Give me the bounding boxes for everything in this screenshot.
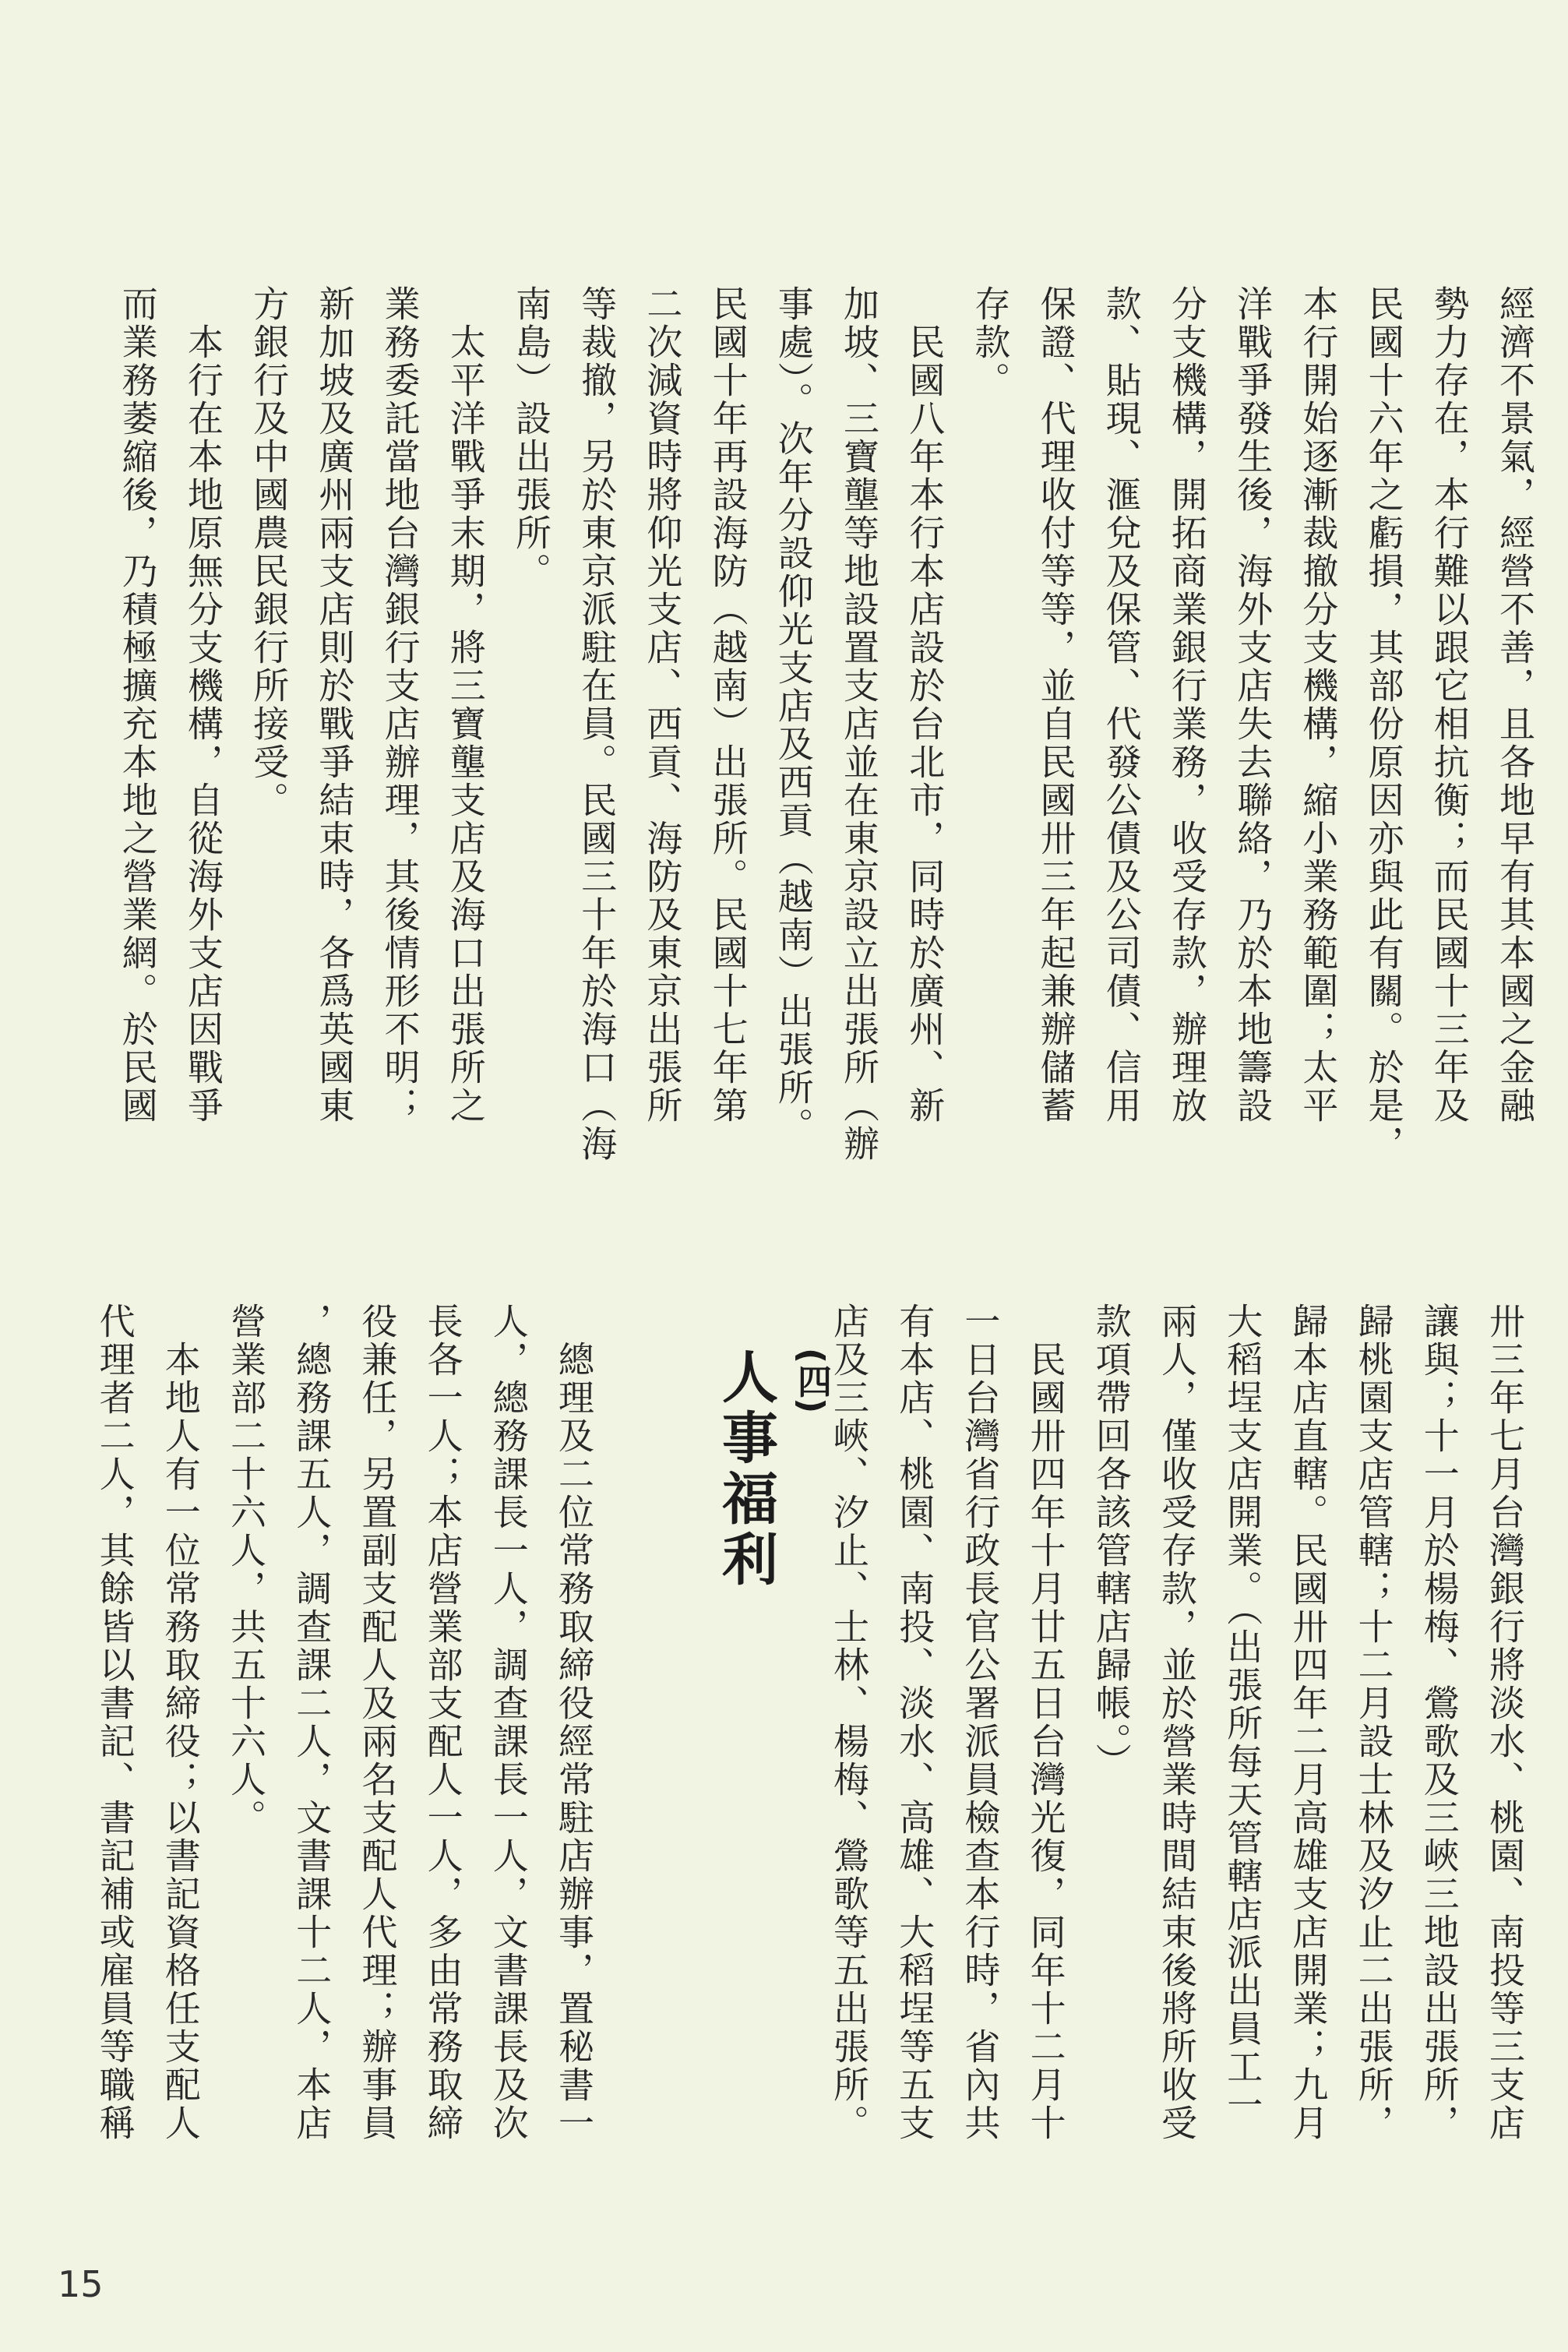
text-column: 總理及二位常務取締役經常駐店辦事，置秘書一 (553, 1341, 595, 2142)
text-column: 歸本店直轄。民國卅四年二月高雄支店開業；九月 (1287, 1303, 1330, 2142)
text-column: 兩人，僅收受存款，並於營業時間結束後將所收受 (1156, 1303, 1198, 2142)
text-column: 有本店、桃園、南投、淡水、高雄、大稻埕等五支 (893, 1303, 936, 2142)
text-column: 民國卅四年十月廿五日台灣光復，同年十二月十 (1024, 1341, 1067, 2142)
text-column: 人，總務課長一人，調查課長一人，文書課長及次 (487, 1303, 530, 2142)
text-column: 南島）設出張所。 (510, 285, 552, 591)
text-column: 經濟不景氣，經營不善，且各地早有其本國之金融 (1494, 285, 1536, 1125)
text-column: 保證、代理收付等等，並自民國卅三年起兼辦儲蓄 (1034, 285, 1077, 1125)
text-column: 役兼任，另置副支配人及兩名支配人代理；辦事員 (356, 1303, 399, 2142)
text-column: 方銀行及中國農民銀行所接受。 (248, 285, 291, 820)
text-column: 款項帶回各該管轄店歸帳。） (1090, 1303, 1133, 1781)
text-column: 卅三年七月台灣銀行將淡水、桃園、南投等三支店 (1484, 1303, 1526, 2142)
text-column: 民國十六年之虧損，其部份原因亦與此有關。於是， (1362, 285, 1405, 1163)
text-column: 一日台灣省行政長官公署派員檢查本行時，省內共 (959, 1303, 1002, 2142)
text-column: 等裁撤，另於東京派駐在員。民國三十年於海口（海 (576, 285, 618, 1163)
text-column: 歸桃園支店管轄；十二月設士林及汐止二出張所， (1352, 1303, 1395, 2142)
text-column: 而業務萎縮後，乃積極擴充本地之營業網。於民國 (116, 285, 159, 1125)
section-heading (705, 1348, 836, 1591)
text-column: 營業部二十六人，共五十六人。 (225, 1303, 267, 1837)
text-column: 代理者二人，其餘皆以書記、書記補或雇員等職稱 (93, 1303, 136, 2142)
text-column: 讓與；十一月於楊梅、鶯歌及三峽三地設出張所， (1418, 1303, 1461, 2142)
text-column: 本行在本地原無分支機構，自從海外支店因戰爭 (182, 323, 224, 1125)
text-column: 長各一人；本店營業部支配人一人，多由常務取締 (421, 1303, 464, 2142)
page-number: 15 (58, 2263, 104, 2305)
text-column: 新加坡及廣州兩支店則於戰爭結束時，各爲英國東 (313, 285, 356, 1125)
text-column: 存款。 (969, 285, 1012, 400)
text-column: 業務委託當地台灣銀行支店辦理，其後情形不明； (379, 285, 421, 1125)
text-column: ，總務課五人，調查課二人，文書課十二人，本店 (291, 1303, 333, 2142)
text-column: 加坡、三寶壟等地設置支店並在東京設立出張所（辦 (838, 285, 880, 1163)
text-column: 勢力存在，本行難以跟它相抗衡；而民國十三年及 (1428, 285, 1471, 1125)
text-column: 店及三峽、汐止、士林、楊梅、鶯歌等五出張所。 (828, 1303, 870, 2142)
text-column: 民國八年本行本店設於台北市，同時於廣州、新 (904, 323, 946, 1125)
text-column: 民國十年再設海防（越南）出張所。民國十七年第 (706, 285, 749, 1125)
text-column: 事處）。次年分設仰光支店及西貢（越南）出張所。 (772, 285, 815, 1145)
text-column: 太平洋戰爭末期，將三寶壟支店及海口出張所之 (444, 323, 487, 1125)
text-column: 分支機構，開拓商業銀行業務，收受存款，辦理放 (1166, 285, 1208, 1125)
text-column: 洋戰爭發生後，海外支店失去聯絡，乃於本地籌設 (1231, 285, 1274, 1125)
text-column: 大稻埕支店開業。（出張所每天管轄店派出員工一 (1221, 1303, 1264, 2125)
section-number: (四) (791, 1348, 831, 1414)
section-title: 人事福利 (713, 1348, 778, 1591)
text-column: 本地人有一位常務取締役；以書記資格任支配人 (159, 1341, 202, 2142)
text-column: 款、貼現、滙兌及保管、代發公債及公司債、信用 (1100, 285, 1143, 1125)
text-column: 本行開始逐漸裁撤分支機構，縮小業務範圍；太平 (1297, 285, 1340, 1125)
text-column: 二次減資時將仰光支店、西貢、海防及東京出張所 (641, 285, 684, 1125)
